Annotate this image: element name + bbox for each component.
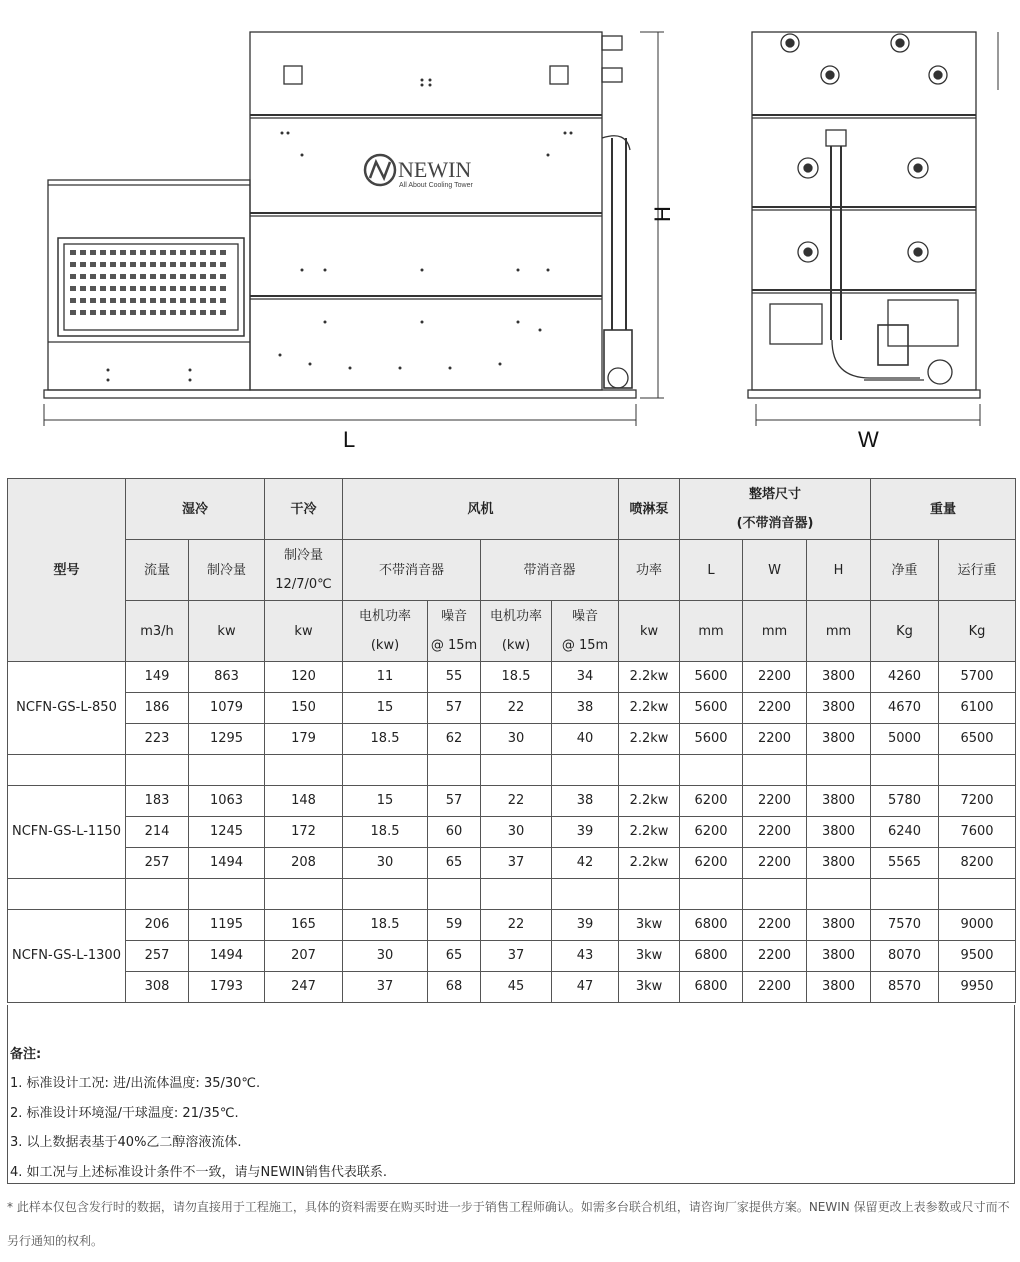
- table-cell: 3800: [807, 941, 871, 972]
- empty-cell: [552, 755, 619, 786]
- newin-logo: [365, 155, 473, 189]
- empty-cell: [871, 879, 939, 910]
- table-cell: 39: [552, 817, 619, 848]
- table-cell: 37: [343, 972, 428, 1003]
- header-dry-capacity: [265, 540, 343, 601]
- table-row: [8, 941, 1016, 972]
- empty-cell: [343, 755, 428, 786]
- table-cell: 4670: [871, 693, 939, 724]
- header-noise-line2: @ 15m: [430, 638, 478, 653]
- table-cell: 150: [265, 693, 343, 724]
- spec-table-body: [8, 662, 1016, 1003]
- table-row: [8, 972, 1016, 1003]
- header-dimensions-line1: 整塔尺寸: [749, 487, 802, 502]
- header-row-2: [8, 540, 1016, 601]
- unit-kw-3: kw: [619, 601, 680, 662]
- table-cell: 5600: [680, 724, 743, 755]
- dimension-W-label: W: [858, 427, 879, 452]
- table-cell: 47: [552, 972, 619, 1003]
- table-cell: 148: [265, 786, 343, 817]
- table-cell: 2200: [743, 693, 807, 724]
- table-cell: 3800: [807, 693, 871, 724]
- unit-mm-1: mm: [680, 601, 743, 662]
- spacer-row: [8, 755, 1016, 786]
- empty-cell: [189, 879, 265, 910]
- note-item-2: 2. 标准设计环境湿/干球温度: 21/35℃.: [10, 1106, 239, 1121]
- table-row: [8, 910, 1016, 941]
- table-cell: 1793: [189, 972, 265, 1003]
- dimension-L-label: L: [343, 427, 356, 452]
- table-cell: 30: [343, 848, 428, 879]
- empty-cell: [428, 879, 481, 910]
- table-cell: 57: [428, 786, 481, 817]
- table-cell: 172: [265, 817, 343, 848]
- table-cell: 7600: [939, 817, 1016, 848]
- empty-cell: [871, 755, 939, 786]
- table-cell: 2.2kw: [619, 817, 680, 848]
- header-dry-cooling: 干冷: [265, 479, 343, 540]
- table-cell: 1063: [189, 786, 265, 817]
- table-cell: 39: [552, 910, 619, 941]
- header-operating-weight: 运行重: [939, 540, 1016, 601]
- table-cell: 38: [552, 693, 619, 724]
- table-cell: 3kw: [619, 972, 680, 1003]
- table-cell: 120: [265, 662, 343, 693]
- table-cell: 3800: [807, 786, 871, 817]
- table-cell: 183: [126, 786, 189, 817]
- unit-kw-2: kw: [265, 601, 343, 662]
- table-cell: 208: [265, 848, 343, 879]
- table-cell: 2200: [743, 662, 807, 693]
- header-row-3: [8, 601, 1016, 662]
- table-cell: 18.5: [343, 724, 428, 755]
- spacer-row: [8, 879, 1016, 910]
- table-cell: 3800: [807, 724, 871, 755]
- empty-cell: [126, 879, 189, 910]
- table-cell: 3kw: [619, 910, 680, 941]
- table-cell: 223: [126, 724, 189, 755]
- note-item-1: 1. 标准设计工况: 进/出流体温度: 35/30℃.: [10, 1076, 261, 1091]
- empty-cell: [619, 755, 680, 786]
- table-cell: 57: [428, 693, 481, 724]
- table-cell: 5565: [871, 848, 939, 879]
- table-cell: 3800: [807, 972, 871, 1003]
- table-cell: 5700: [939, 662, 1016, 693]
- table-cell: 3800: [807, 817, 871, 848]
- table-cell: 6240: [871, 817, 939, 848]
- table-cell: 257: [126, 941, 189, 972]
- table-cell: 1079: [189, 693, 265, 724]
- header-dimensions: [680, 479, 871, 540]
- empty-cell: [743, 755, 807, 786]
- table-cell: 214: [126, 817, 189, 848]
- table-cell: 9950: [939, 972, 1016, 1003]
- table-row: [8, 848, 1016, 879]
- header-W: W: [743, 540, 807, 601]
- header-row-1: [8, 479, 1016, 540]
- header-noise-2: [552, 601, 619, 662]
- header-motor-power-2-line2: (kw): [501, 638, 531, 653]
- header-noise: [428, 601, 481, 662]
- table-cell: 5600: [680, 693, 743, 724]
- table-cell: 5000: [871, 724, 939, 755]
- table-cell: 18.5: [343, 910, 428, 941]
- header-motor-power-2-line1: 电机功率: [490, 609, 543, 624]
- header-wet-cooling: 湿冷: [126, 479, 265, 540]
- empty-cell: [680, 755, 743, 786]
- header-motor-power: [343, 601, 428, 662]
- table-cell: 59: [428, 910, 481, 941]
- table-cell: 5600: [680, 662, 743, 693]
- table-cell: 2200: [743, 724, 807, 755]
- table-cell: 8570: [871, 972, 939, 1003]
- table-cell: 6100: [939, 693, 1016, 724]
- spec-table: [7, 478, 1016, 1003]
- table-cell: 68: [428, 972, 481, 1003]
- table-cell: 6500: [939, 724, 1016, 755]
- table-cell: 2200: [743, 848, 807, 879]
- header-cooling-capacity: 制冷量: [189, 540, 265, 601]
- table-cell: 55: [428, 662, 481, 693]
- empty-cell: [680, 879, 743, 910]
- table-cell: 2200: [743, 910, 807, 941]
- table-cell: 60: [428, 817, 481, 848]
- louver-grid: [70, 250, 226, 315]
- table-cell: 1245: [189, 817, 265, 848]
- table-cell: 37: [481, 941, 552, 972]
- table-cell: 45: [481, 972, 552, 1003]
- table-cell: 2200: [743, 972, 807, 1003]
- table-row: [8, 724, 1016, 755]
- header-dimensions-line2: (不带消音器): [736, 516, 814, 531]
- note-item-3: 3. 以上数据表基于40%乙二醇溶液流体.: [10, 1135, 242, 1150]
- table-cell: 3kw: [619, 941, 680, 972]
- table-cell: 6800: [680, 972, 743, 1003]
- table-cell: 8070: [871, 941, 939, 972]
- empty-cell: [481, 879, 552, 910]
- unit-kw-1: kw: [189, 601, 265, 662]
- table-cell: 22: [481, 910, 552, 941]
- header-flow: 流量: [126, 540, 189, 601]
- table-cell: 15: [343, 693, 428, 724]
- table-cell: 2200: [743, 786, 807, 817]
- table-cell: 6200: [680, 848, 743, 879]
- empty-cell: [126, 755, 189, 786]
- table-row: [8, 817, 1016, 848]
- table-cell: 207: [265, 941, 343, 972]
- table-cell: 1494: [189, 848, 265, 879]
- table-cell: 42: [552, 848, 619, 879]
- table-cell: 43: [552, 941, 619, 972]
- table-cell: 15: [343, 786, 428, 817]
- empty-cell: [743, 879, 807, 910]
- table-cell: 6200: [680, 786, 743, 817]
- front-view-drawing: [748, 32, 998, 426]
- table-cell: 149: [126, 662, 189, 693]
- table-cell: 1195: [189, 910, 265, 941]
- table-cell: 863: [189, 662, 265, 693]
- note-item-4: 4. 如工况与上述标准设计条件不一致，请与NEWIN销售代表联系.: [10, 1165, 388, 1180]
- table-cell: 247: [265, 972, 343, 1003]
- table-cell: 2.2kw: [619, 724, 680, 755]
- table-cell: 1494: [189, 941, 265, 972]
- table-cell: 2.2kw: [619, 848, 680, 879]
- header-H: H: [807, 540, 871, 601]
- table-cell: 2200: [743, 941, 807, 972]
- disclaimer: * 此样本仅包含发行时的数据，请勿直接用于工程施工，具体的资料需要在购买时进一步于销售工程师确认。如需多台联合机组，请咨询厂家提供方案。NEWIN 保留更改上表参数或尺寸而不另行通知的权利。: [7, 1200, 1010, 1248]
- table-cell: 165: [265, 910, 343, 941]
- table-cell: 5780: [871, 786, 939, 817]
- empty-cell: [552, 879, 619, 910]
- empty-cell: [807, 879, 871, 910]
- header-with-silencer: 带消音器: [481, 540, 619, 601]
- header-motor-power-2: [481, 601, 552, 662]
- logo-tagline: All About Cooling Tower: [399, 182, 473, 189]
- empty-cell: [343, 879, 428, 910]
- empty-cell: [807, 755, 871, 786]
- logo-text: NEWIN: [398, 157, 472, 182]
- table-cell: 38: [552, 786, 619, 817]
- unit-flow: m3/h: [126, 601, 189, 662]
- table-cell: 11: [343, 662, 428, 693]
- table-row: [8, 662, 1016, 693]
- table-cell: 62: [428, 724, 481, 755]
- unit-mm-2: mm: [743, 601, 807, 662]
- dimension-H-label: H: [650, 206, 675, 222]
- table-cell: 206: [126, 910, 189, 941]
- notes-title: 备注:: [10, 1047, 42, 1062]
- empty-cell: [8, 755, 126, 786]
- header-spray-pump: 喷淋泵: [619, 479, 680, 540]
- empty-cell: [265, 755, 343, 786]
- header-power: 功率: [619, 540, 680, 601]
- table-cell: 34: [552, 662, 619, 693]
- header-noise-2-line2: @ 15m: [561, 638, 609, 653]
- table-cell: 6200: [680, 817, 743, 848]
- empty-cell: [428, 755, 481, 786]
- header-without-silencer: 不带消音器: [343, 540, 481, 601]
- notes-box: [7, 1005, 1015, 1184]
- header-L: L: [680, 540, 743, 601]
- table-cell: 37: [481, 848, 552, 879]
- table-cell: 6800: [680, 910, 743, 941]
- unit-mm-3: mm: [807, 601, 871, 662]
- model-cell: NCFN-GS-L-1150: [8, 786, 126, 879]
- tower-drawings: [0, 0, 1020, 470]
- table-row: [8, 786, 1016, 817]
- header-net-weight: 净重: [871, 540, 939, 601]
- empty-cell: [481, 755, 552, 786]
- table-cell: 22: [481, 693, 552, 724]
- table-cell: 8200: [939, 848, 1016, 879]
- table-cell: 3800: [807, 662, 871, 693]
- table-cell: 3800: [807, 910, 871, 941]
- table-row: [8, 693, 1016, 724]
- table-cell: 40: [552, 724, 619, 755]
- table-cell: 1295: [189, 724, 265, 755]
- model-cell: NCFN-GS-L-1300: [8, 910, 126, 1003]
- header-motor-power-line2: (kw): [370, 638, 400, 653]
- empty-cell: [619, 879, 680, 910]
- header-weight: 重量: [871, 479, 1016, 540]
- table-cell: 30: [481, 724, 552, 755]
- table-cell: 18.5: [343, 817, 428, 848]
- table-cell: 6800: [680, 941, 743, 972]
- header-fan: 风机: [343, 479, 619, 540]
- table-cell: 30: [343, 941, 428, 972]
- table-cell: 30: [481, 817, 552, 848]
- table-cell: 308: [126, 972, 189, 1003]
- table-cell: 3800: [807, 848, 871, 879]
- table-cell: 9500: [939, 941, 1016, 972]
- header-motor-power-line1: 电机功率: [359, 609, 412, 624]
- empty-cell: [265, 879, 343, 910]
- empty-cell: [939, 879, 1016, 910]
- table-cell: 257: [126, 848, 189, 879]
- header-noise-2-line1: 噪音: [572, 609, 599, 624]
- table-cell: 18.5: [481, 662, 552, 693]
- model-cell: NCFN-GS-L-850: [8, 662, 126, 755]
- table-cell: 4260: [871, 662, 939, 693]
- table-cell: 65: [428, 848, 481, 879]
- table-cell: 22: [481, 786, 552, 817]
- header-noise-line1: 噪音: [441, 609, 468, 624]
- table-cell: 65: [428, 941, 481, 972]
- table-cell: 2.2kw: [619, 786, 680, 817]
- table-cell: 179: [265, 724, 343, 755]
- table-cell: 2200: [743, 817, 807, 848]
- header-dry-capacity-line1: 制冷量: [284, 548, 324, 563]
- table-cell: 2.2kw: [619, 693, 680, 724]
- header-dry-capacity-line2: 12/7/0℃: [275, 577, 332, 592]
- side-view-drawing: [44, 32, 664, 426]
- empty-cell: [189, 755, 265, 786]
- table-cell: 2.2kw: [619, 662, 680, 693]
- table-cell: 9000: [939, 910, 1016, 941]
- header-model: 型号: [8, 479, 126, 662]
- unit-kg-2: Kg: [939, 601, 1016, 662]
- table-cell: 7570: [871, 910, 939, 941]
- empty-cell: [8, 879, 126, 910]
- table-cell: 186: [126, 693, 189, 724]
- empty-cell: [939, 755, 1016, 786]
- table-cell: 7200: [939, 786, 1016, 817]
- unit-kg-1: Kg: [871, 601, 939, 662]
